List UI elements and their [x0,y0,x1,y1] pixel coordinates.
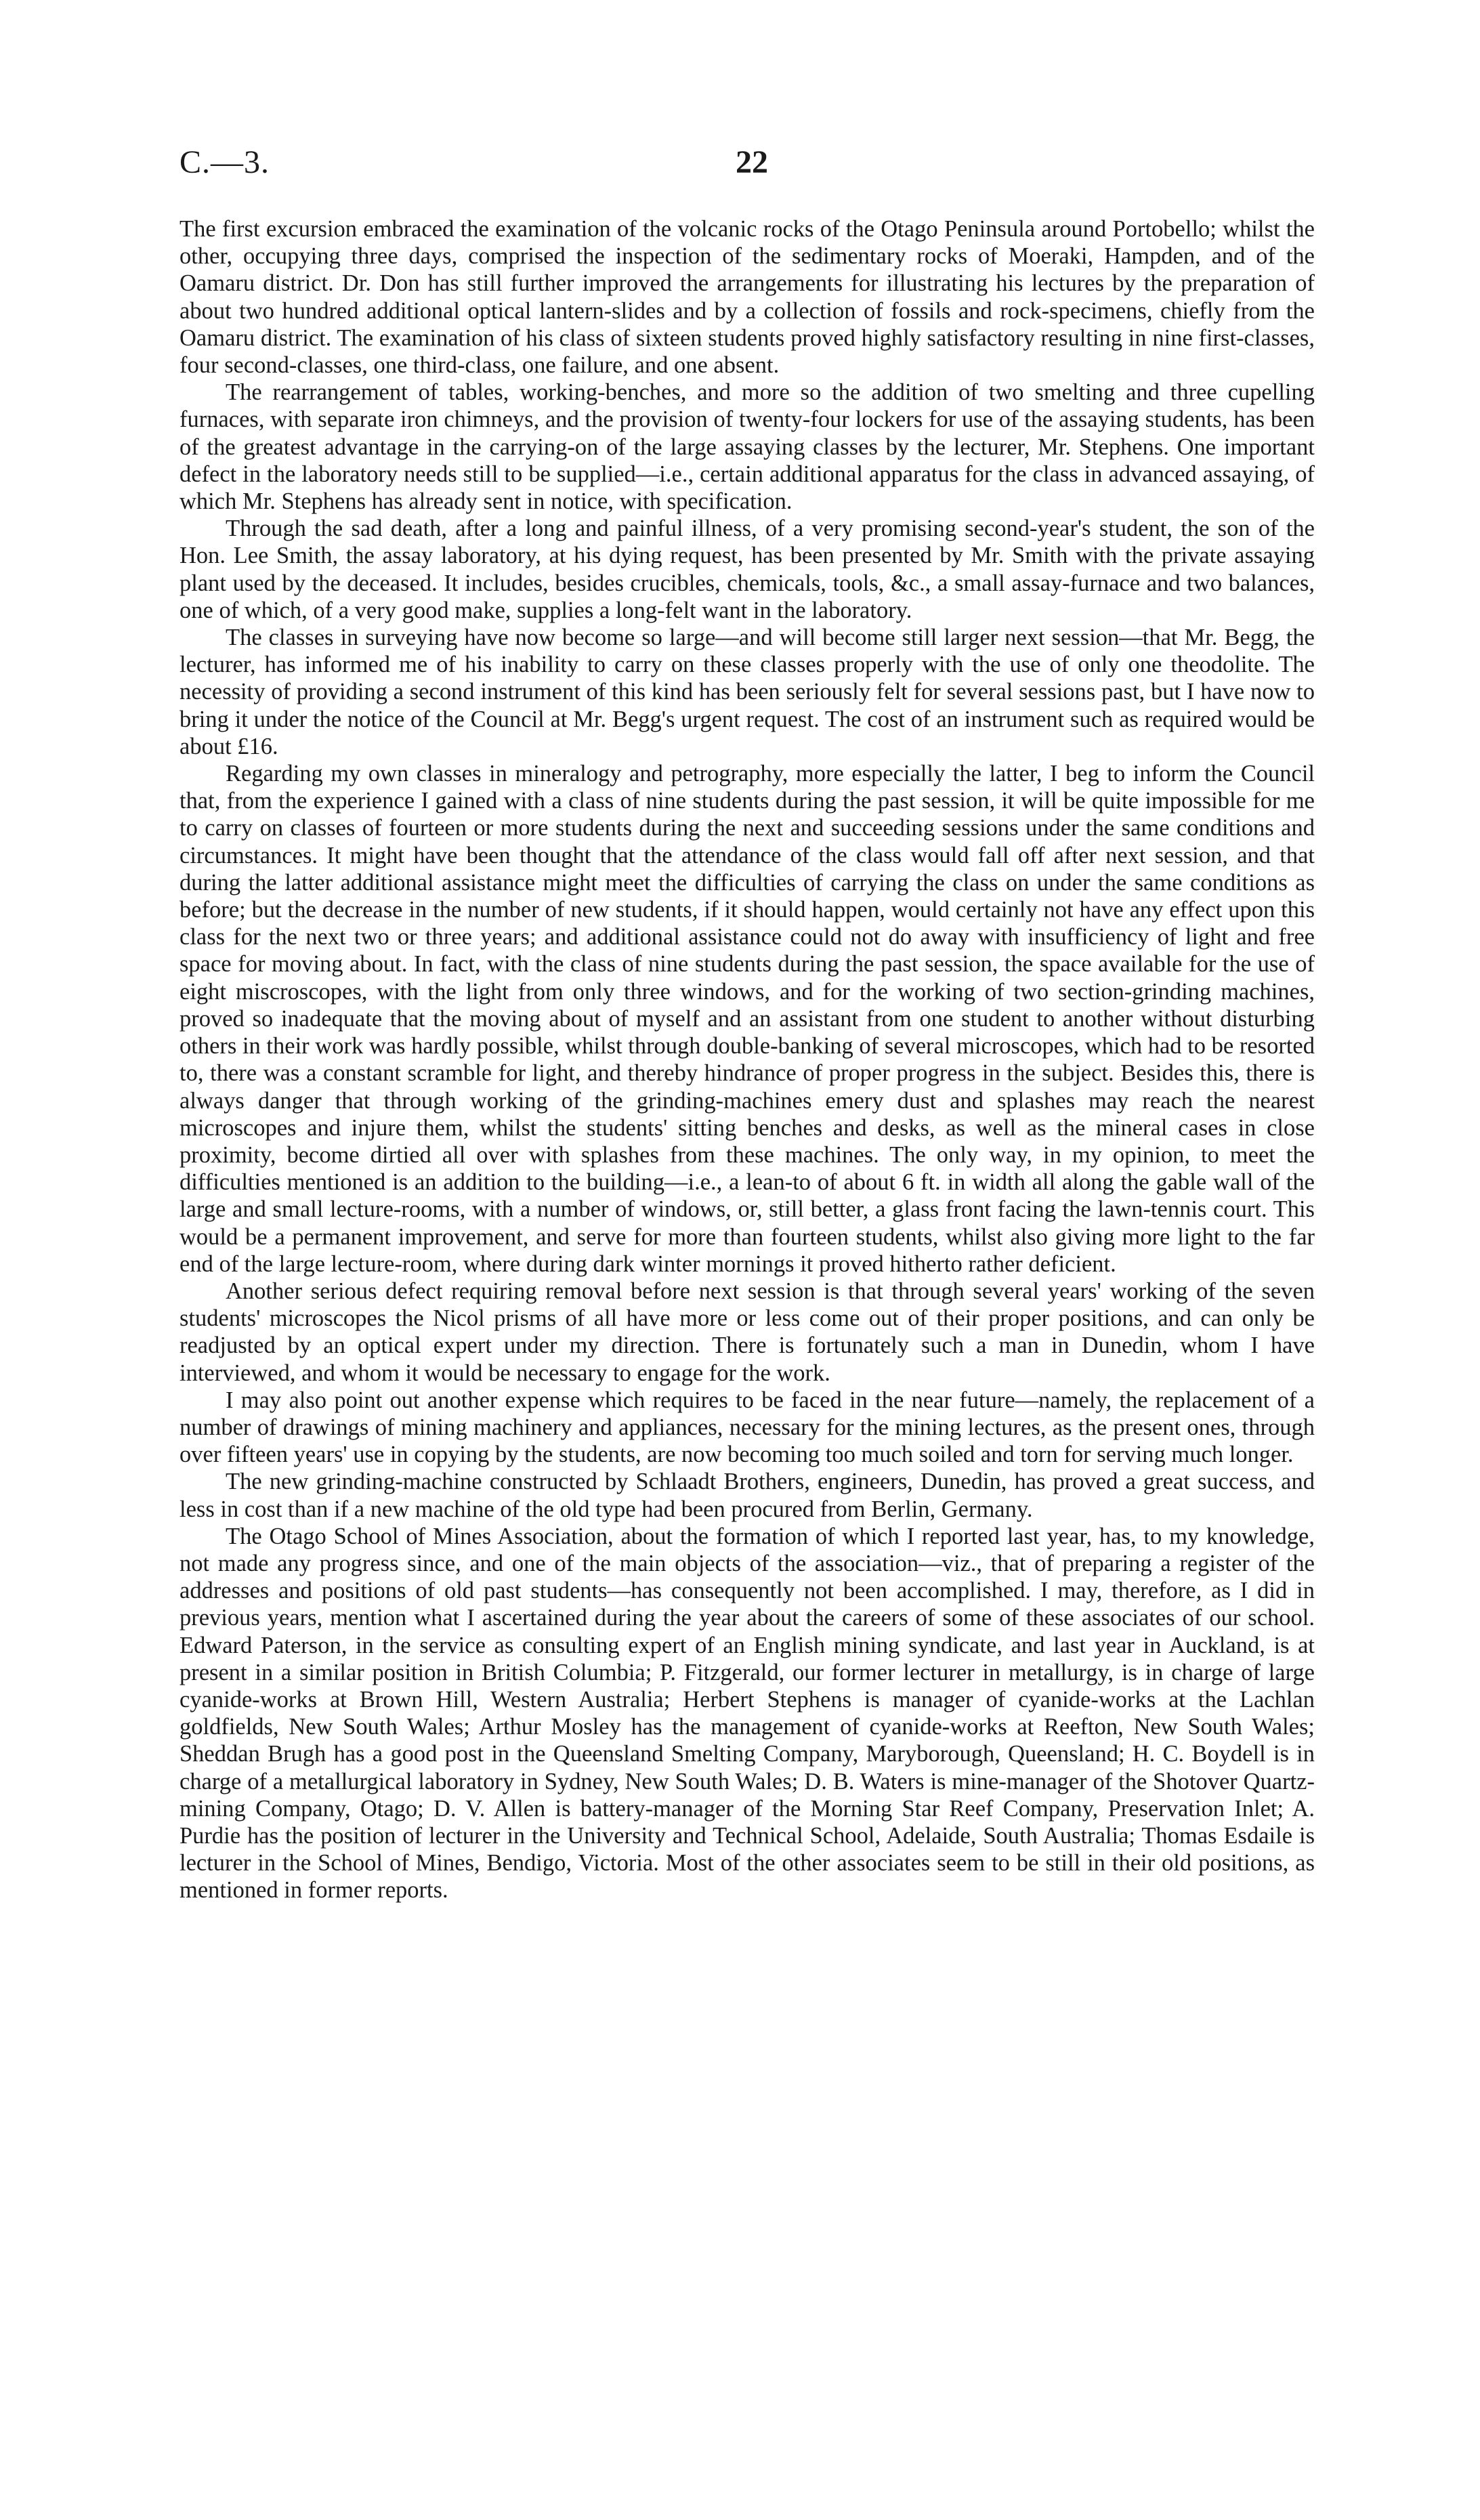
paragraph-grinding-machine: The new grinding-machine constructed by Schlaadt Brothers, engineers, Dunedin, has proved a great success, and less in cost than if a new machine of the old type had been procured from Berlin, Germany. [179,1469,1315,1522]
paragraph-excursions: The first excursion embraced the examination of the volcanic rocks of the Otago Peninsula around Portobello; whilst the other, occupying three days, comprised the inspection of the sedimentary rocks of Moeraki, Hampden, and of the Oamaru district. Dr. Don has still further improved the arrangements for illustrating his lectures by the preparation of about two hundred additional optical lantern-slides and by a collection of fossils and rock-specimens, chiefly from the Oamaru district. The examination of his class of sixteen students proved highly satisfactory resulting in nine first-classes, four second-classes, one third-class, one failure, and one absent. [179,216,1315,379]
paragraph-assaying-laboratory: The rearrangement of tables, working-benches, and more so the addition of two smelting and three cupelling furnaces, with separate iron chimneys, and the provision of twenty-four lockers for use of the assaying students, has been of the greatest advantage in the carrying-on of the large assaying classes by the lecturer, Mr. Stephens. One important defect in the laboratory needs still to be supplied—i.e., certain additional apparatus for the class in advanced assaying, of which Mr. Stephens has already sent in notice, with specification. [179,379,1315,515]
paragraph-assay-plant-gift: Through the sad death, after a long and painful illness, of a very promising second-year's student, the son of the Hon. Lee Smith, the assay laboratory, at his dying request, has been presented by Mr. Smith with the private assaying plant used by the deceased. It includes, besides crucibles, chemicals, tools, &c., a small assay-furnace and two balances, one of which, of a very good make, supplies a long-felt want in the laboratory. [179,516,1315,623]
paragraph-mining-drawings: I may also point out another expense which requires to be faced in the near future—namely, the replacement of a number of drawings of mining machinery and appliances, necessary for the mining lectures, as the present ones, through over fifteen years' use in copying by the students, are now becoming too much soiled and torn for serving much longer. [179,1387,1315,1468]
paragraph-surveying-classes: The classes in surveying have now become so large—and will become still larger next session—that Mr. Begg, the lecturer, has informed me of his inability to carry on these classes properly with the use of only one theodolite. The necessity of providing a second instrument of this kind has been seriously felt for several sessions past, but I have now to bring it under the notice of the Council at Mr. Begg's urgent request. The cost of an instrument such as required would be about £16. [179,625,1315,759]
document-reference: C.—3. [179,144,270,180]
page-number: 22 [736,144,768,180]
paragraph-association: The Otago School of Mines Association, about the formation of which I reported last year, has, to my knowledge, not made any progress since, and one of the main objects of the association—viz., that of preparing a register of the addresses and positions of old past students—has consequently not been accomplished. I may, therefore, as I did in previous years, mention what I ascertained during the year about the careers of some of these associates of our school. Edward Paterson, in the service as consulting expert of an English mining syndicate, and last year in Auckland, is at present in a similar position in British Columbia; P. Fitzgerald, our former lecturer in metallurgy, is in charge of large cyanide-works at Brown Hill, Western Australia; Herbert Stephens is manager of cyanide-works at the Lachlan goldfields, New South Wales; Arthur Mosley has the management of cyanide-works at Reefton, New South Wales; Sheddan Brugh has a good post in the Queensland Smelting Company, Maryborough, Queensland; H. C. Boydell is in charge of a metallurgical laboratory in Sydney, New South Wales; D. B. Waters is mine-manager of the Shotover Quartz-mining Company, Otago; D. V. Allen is battery-manager of the Morning Star Reef Company, Preservation Inlet; A. Purdie has the position of lecturer in the University and Technical School, Adelaide, South Australia; Thomas Esdaile is lecturer in the School of Mines, Bendigo, Victoria. Most of the other associates seem to be still in their old positions, as mentioned in former reports. [179,1523,1315,1904]
paragraph-mineralogy-classes: Regarding my own classes in mineralogy and petrography, more especially the latter, I beg to inform the Council that, from the experience I gained with a class of nine students during the past session, it will be quite impossible for me to carry on classes of fourteen or more students during the next and succeeding sessions under the same conditions and circumstances. It might have been thought that the attendance of the class would fall off after next session, and that during the latter additional assistance might meet the difficulties of carrying the class on under the same conditions as before; but the decrease in the number of new students, if it should happen, would certainly not have any effect upon this class for the next two or three years; and additional assistance could not do away with insufficiency of light and free space for moving about. In fact, with the class of nine students during the past session, the space available for the use of eight miscroscopes, with the light from only three windows, and for the working of two section-grinding machines, proved so inadequate that the moving about of myself and an assistant from one student to another without disturbing others in their work was hardly possible, whilst through double-banking of several microscopes, which had to be resorted to, there was a constant scramble for light, and thereby hindrance of proper progress in the subject. Besides this, there is always danger that through working of the grinding-machines emery dust and splashes may reach the nearest microscopes and injure them, whilst the students' sitting benches and desks, as well as the mineral cases in close proximity, become dirtied all over with splashes from these machines. The only way, in my opinion, to meet the difficulties mentioned is an addition to the building—i.e., a lean-to of about 6 ft. in width all along the gable wall of the large and small lecture-rooms, with a number of windows, or, still better, a glass front facing the lawn-tennis court. This would be a permanent improvement, and serve for more than fourteen students, whilst also giving more light to the far end of the large lecture-room, where during dark winter mornings it proved hitherto rather deficient. [179,761,1315,1277]
body-text [179,215,1315,1904]
paragraph-microscopes: Another serious defect requiring removal before next session is that through several years' working of the seven students' microscopes the Nicol prisms of all have more or less come out of their proper positions, and can only be readjusted by an optical expert under my direction. There is fortunately such a man in Dunedin, whom I have interviewed, and whom it would be necessary to engage for the work. [179,1278,1315,1386]
